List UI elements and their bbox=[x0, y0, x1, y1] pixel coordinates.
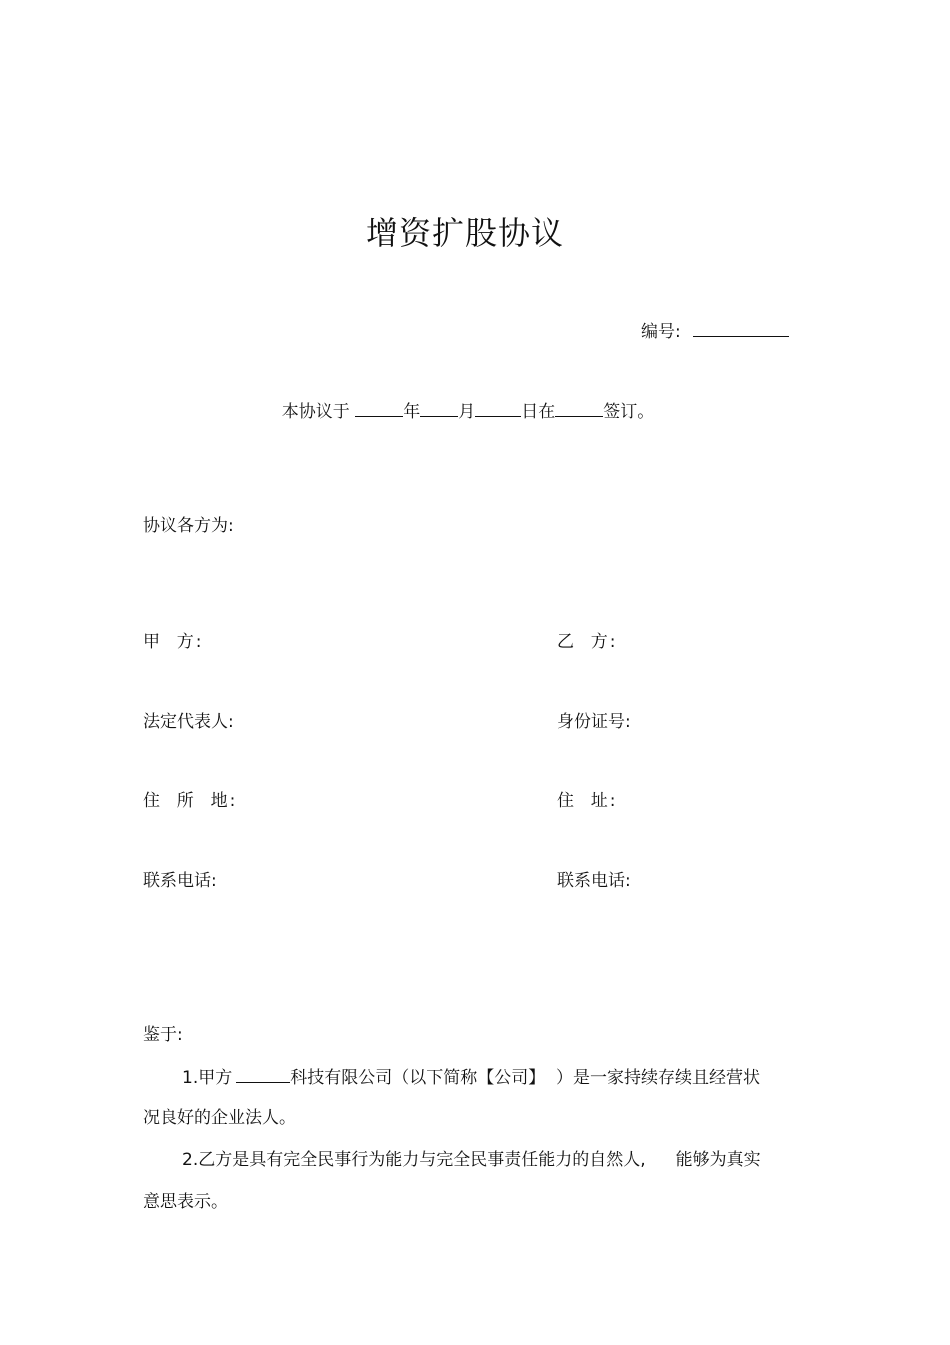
clause-1-number: 1. bbox=[182, 1068, 199, 1088]
clause-1-before-blank: 甲方 bbox=[198, 1068, 233, 1088]
signing-prefix: 本协议于 bbox=[281, 402, 350, 422]
signing-suffix: 签订。 bbox=[603, 402, 655, 422]
clause-2-line-1-b: 能够为真实 bbox=[675, 1150, 761, 1170]
clause-2-line-2: 意思表示。 bbox=[143, 1192, 228, 1212]
party-b-name-label: 乙 方: bbox=[557, 632, 618, 652]
month-blank bbox=[420, 398, 458, 417]
clause-1-line-2: 况良好的企业法人。 bbox=[143, 1108, 296, 1128]
party-a-name-label: 甲 方: bbox=[143, 632, 204, 652]
party-b-phone-label: 联系电话: bbox=[557, 871, 631, 891]
clause-1-line-1 bbox=[182, 1064, 760, 1090]
document-number-blank bbox=[693, 318, 789, 337]
document-number-label: 编号: bbox=[641, 322, 681, 342]
clause-1-after-blank: 科技有限公司（以下简称【公司】 ）是一家持续存续且经营状 bbox=[290, 1068, 761, 1088]
day-at-label: 日在 bbox=[521, 402, 556, 422]
party-a-rep-label: 法定代表人: bbox=[143, 712, 234, 732]
party-a-phone-label: 联系电话: bbox=[143, 871, 217, 891]
document-number-row bbox=[641, 318, 789, 344]
company-name-blank bbox=[236, 1064, 290, 1083]
day-blank bbox=[475, 398, 521, 417]
clause-2-line-1 bbox=[182, 1148, 761, 1172]
party-b-id-label: 身份证号: bbox=[557, 712, 631, 732]
clause-2-line-1-a: 乙方是具有完全民事行为能力与完全民事责任能力的自然人, bbox=[198, 1150, 646, 1170]
parties-heading: 协议各方为: bbox=[143, 516, 234, 536]
document-title: 增资扩股协议 bbox=[365, 214, 564, 252]
party-b-address-label: 住 址: bbox=[557, 791, 618, 811]
signing-date-line bbox=[0, 398, 936, 424]
whereas-heading: 鉴于: bbox=[143, 1025, 183, 1045]
party-a-address-label: 住 所 地: bbox=[143, 791, 238, 811]
clause-2-number: 2. bbox=[182, 1150, 199, 1170]
place-blank bbox=[555, 398, 603, 417]
year-label: 年 bbox=[403, 402, 421, 422]
year-blank bbox=[355, 398, 403, 417]
month-label: 月 bbox=[458, 402, 476, 422]
